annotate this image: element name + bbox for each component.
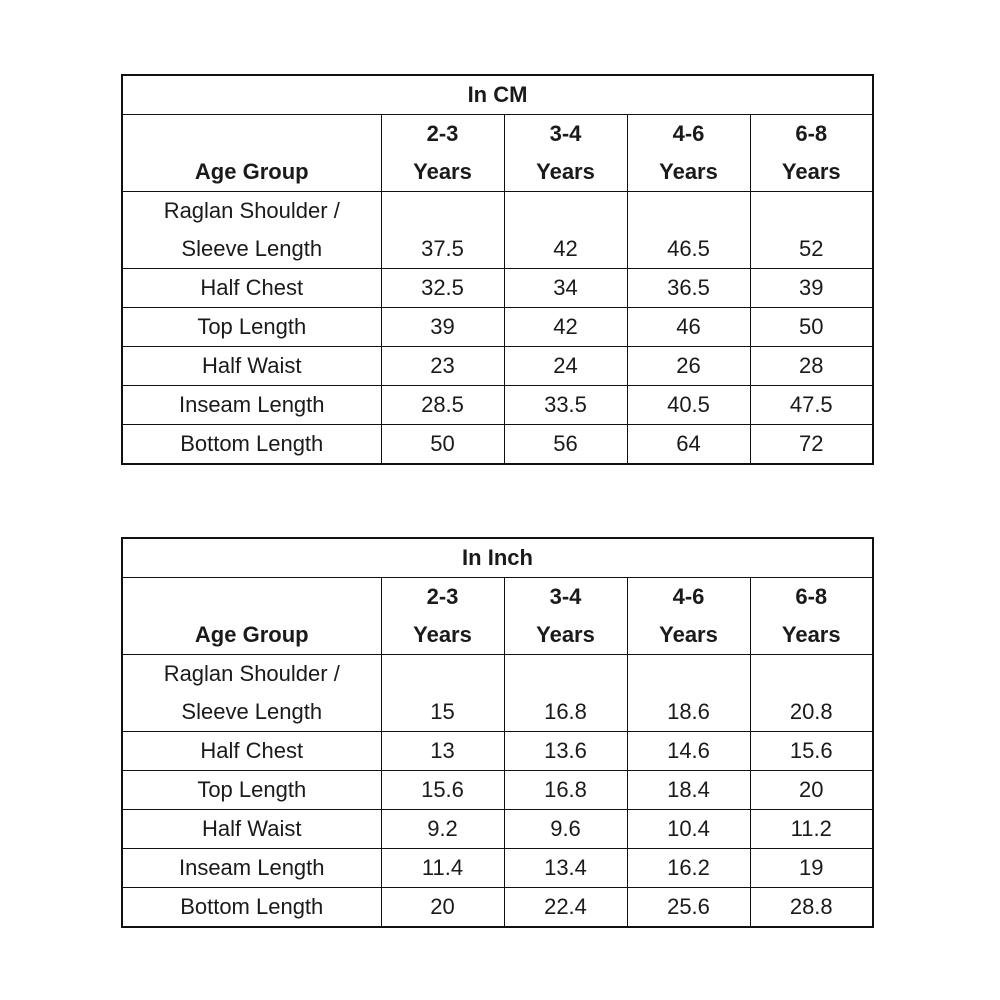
cell-value: 50 (381, 425, 504, 465)
column-header-3-4: 3-4 Years (504, 115, 627, 192)
cell-value: 47.5 (750, 386, 873, 425)
row-label: Top Length (122, 308, 381, 347)
cell-value: 28.8 (750, 888, 873, 928)
cell-value: 25.6 (627, 888, 750, 928)
cell-value: 36.5 (627, 269, 750, 308)
row-label: Bottom Length (122, 425, 381, 465)
cell-value: 34 (504, 269, 627, 308)
column-header-4-6: 4-6 Years (627, 578, 750, 655)
cell-value: 9.2 (381, 810, 504, 849)
cell-value: 14.6 (627, 732, 750, 771)
cell-value: 72 (750, 425, 873, 465)
cell-value: 28 (750, 347, 873, 386)
table-row (122, 732, 873, 771)
cell-value: 9.6 (504, 810, 627, 849)
cell-value: 37.5 (381, 192, 504, 269)
cell-value: 56 (504, 425, 627, 465)
cell-value: 33.5 (504, 386, 627, 425)
row-label: Half Chest (122, 269, 381, 308)
row-label: Inseam Length (122, 386, 381, 425)
header-row (122, 578, 873, 655)
age-group-header: Age Group (122, 115, 381, 192)
cell-value: 20.8 (750, 655, 873, 732)
table-row (122, 308, 873, 347)
table-row (122, 655, 873, 732)
size-table-cm (121, 74, 874, 465)
row-label: Raglan Shoulder / Sleeve Length (122, 655, 381, 732)
cell-value: 46.5 (627, 192, 750, 269)
cell-value: 50 (750, 308, 873, 347)
cell-value: 18.6 (627, 655, 750, 732)
cell-value: 18.4 (627, 771, 750, 810)
column-header-2-3: 2-3 Years (381, 115, 504, 192)
cell-value: 13.4 (504, 849, 627, 888)
table-title: In Inch (122, 538, 873, 578)
header-row (122, 115, 873, 192)
table-row (122, 425, 873, 465)
cell-value: 46 (627, 308, 750, 347)
table-title: In CM (122, 75, 873, 115)
cell-value: 19 (750, 849, 873, 888)
row-label: Inseam Length (122, 849, 381, 888)
cell-value: 11.2 (750, 810, 873, 849)
row-label: Half Chest (122, 732, 381, 771)
row-label: Top Length (122, 771, 381, 810)
cell-value: 20 (750, 771, 873, 810)
column-header-6-8: 6-8 Years (750, 578, 873, 655)
cell-value: 42 (504, 308, 627, 347)
cell-value: 16.2 (627, 849, 750, 888)
column-header-3-4: 3-4 Years (504, 578, 627, 655)
column-header-4-6: 4-6 Years (627, 115, 750, 192)
cell-value: 16.8 (504, 655, 627, 732)
cell-value: 10.4 (627, 810, 750, 849)
table-row (122, 192, 873, 269)
table-row (122, 347, 873, 386)
table-row (122, 771, 873, 810)
table-row (122, 849, 873, 888)
table-row (122, 269, 873, 308)
cell-value: 32.5 (381, 269, 504, 308)
cell-value: 39 (750, 269, 873, 308)
cell-value: 42 (504, 192, 627, 269)
cell-value: 16.8 (504, 771, 627, 810)
cell-value: 64 (627, 425, 750, 465)
cell-value: 15.6 (381, 771, 504, 810)
cell-value: 28.5 (381, 386, 504, 425)
cell-value: 23 (381, 347, 504, 386)
cell-value: 40.5 (627, 386, 750, 425)
cell-value: 20 (381, 888, 504, 928)
table-row (122, 888, 873, 928)
size-table-inch (121, 537, 874, 928)
age-group-header: Age Group (122, 578, 381, 655)
row-label: Half Waist (122, 347, 381, 386)
cell-value: 15.6 (750, 732, 873, 771)
cell-value: 13 (381, 732, 504, 771)
table-row (122, 810, 873, 849)
column-header-6-8: 6-8 Years (750, 115, 873, 192)
row-label: Half Waist (122, 810, 381, 849)
cell-value: 22.4 (504, 888, 627, 928)
cell-value: 13.6 (504, 732, 627, 771)
row-label: Bottom Length (122, 888, 381, 928)
cell-value: 15 (381, 655, 504, 732)
column-header-2-3: 2-3 Years (381, 578, 504, 655)
row-label: Raglan Shoulder / Sleeve Length (122, 192, 381, 269)
cell-value: 24 (504, 347, 627, 386)
table-row (122, 386, 873, 425)
cell-value: 52 (750, 192, 873, 269)
cell-value: 11.4 (381, 849, 504, 888)
cell-value: 39 (381, 308, 504, 347)
cell-value: 26 (627, 347, 750, 386)
